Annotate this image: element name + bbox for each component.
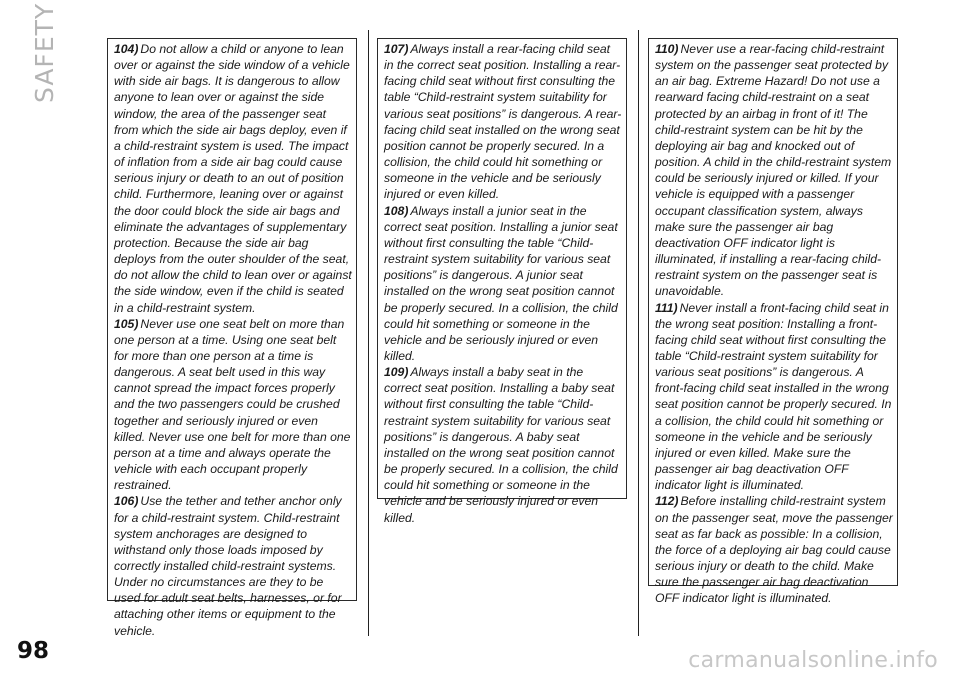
warning-number: 106) xyxy=(114,494,139,509)
column-divider-right xyxy=(638,30,639,636)
warning-item xyxy=(655,493,893,606)
warning-text: Never use one seat belt on more than one person at a time. Using one seat belt for more than one person at a time is dangerous. A seat belt used in this way cannot spread the impact forces properly and the two passengers could be crushed together and seriously injured or even killed. Never use one belt for more than one person at a time and always operate the vehicle with each occupant properly restrained. xyxy=(114,316,351,493)
column-divider-left xyxy=(368,30,369,636)
warning-text: Never use a rear-facing child-restraint system on the passenger seat protected by an air bag. Extreme Hazard! Do not use a rearward facing child-restraint on a seat protected by an airbag in front of it! The child-restraint system can be hit by the deploying air bag and knocked out of position. A child in the child-restraint system could be seriously injured or killed. If your vehicle is equipped with a passenger occupant classification system, always make sure the passenger air bag deactivation OFF indicator light is illuminated, if installing a rear-facing child-restraint system on the passenger seat is unavoidable. xyxy=(655,42,892,299)
warning-box-column-1 xyxy=(107,38,357,638)
warning-text: Never install a front-facing child seat in the wrong seat position: Installing a front-facing child seat without first consulting the table “Child-restraint system suitability for various seat positions” is dangerous. A front-facing child seat installed in the wrong seat position cannot be properly secured. In a collision, the child could hit something or someone in the vehicle and be seriously injured or even killed. Make sure the passenger air bag deactivation OFF indicator light is illuminated. xyxy=(655,300,892,493)
page-number: 98 xyxy=(17,638,50,664)
warning-text: Use the tether and tether anchor only for a child-restraint system. Child-restraint system anchorages are designed to withstand only those loads imposed by correctly installed child-restraint systems. Under no circumstances are they to be used for adult seat belts, harnesses, or for attaching other items or equipment to the vehicle. xyxy=(114,494,342,638)
warning-item xyxy=(114,316,352,494)
warning-number: 111) xyxy=(655,300,678,315)
warning-number: 108) xyxy=(384,203,409,218)
warning-box-column-2 xyxy=(377,38,627,525)
warning-number: 110) xyxy=(655,42,679,56)
warning-box-column-3 xyxy=(648,38,898,606)
warning-item xyxy=(384,364,622,526)
warning-number: 104) xyxy=(114,42,139,56)
warning-item xyxy=(655,41,893,300)
warning-number: 112) xyxy=(655,494,679,509)
warning-number: 105) xyxy=(114,316,139,331)
section-label: SAFETY xyxy=(30,2,59,103)
warning-item xyxy=(655,300,893,494)
warning-text: Before installing child-restraint system on the passenger seat, move the passenger seat as far back as possible: In a collision, the force of a deploying air bag could cause serious injury or death to the child. Make sure the passenger air bag deactivation OFF indicator light is illuminated. xyxy=(655,494,893,606)
warning-number: 109) xyxy=(384,365,409,380)
watermark: carmanualsonline.info xyxy=(688,648,938,673)
warning-item xyxy=(114,41,352,316)
warning-text: Do not allow a child or anyone to lean over or against the side window of a vehicle with side air bags. It is dangerous to allow anyone to lean over or against the side window, the area of the passenger seat from which the side air bags deploy, even if a child-restraint system is used. The impact of inflation from a side air bag could cause serious injury or death to an out of position child. Furthermore, leaning over or against the door could block the side air bags and eliminate the advantages of supplementary protection. Because the side air bag deploys from the outer shoulder of the seat, do not allow the child to lean over or against the side window, even if the child is seated in a child-restraint system. xyxy=(114,42,352,315)
warning-text: Always install a junior seat in the correct seat position. Installing a junior seat without first consulting the table “Child-restraint system suitability for various seat positions” is dangerous. A junior seat installed on the wrong seat position cannot be properly secured. In a collision, the child could hit something or someone in the vehicle and be seriously injured or even killed. xyxy=(384,203,618,363)
warning-number: 107) xyxy=(384,42,409,56)
warning-text: Always install a rear-facing child seat in the correct seat position. Installing a rear-facing child seat without first consulting the table “Child-restraint system suitability for various seat positions” is dangerous. A rear-facing child seat installed on the wrong seat position cannot be properly secured. In a collision, the child could hit something or someone in the vehicle and be seriously injured or even killed. xyxy=(384,42,622,202)
warning-item xyxy=(114,493,352,638)
warning-text: Always install a baby seat in the correct seat position. Installing a baby seat without first consulting the table “Child-restraint system suitability for various seat positions” is dangerous. A baby seat installed on the wrong seat position cannot be properly secured. In a collision, the child could hit something or someone in the vehicle and be seriously injured or even killed. xyxy=(384,365,618,525)
warning-item xyxy=(384,41,622,203)
warning-item xyxy=(384,203,622,365)
